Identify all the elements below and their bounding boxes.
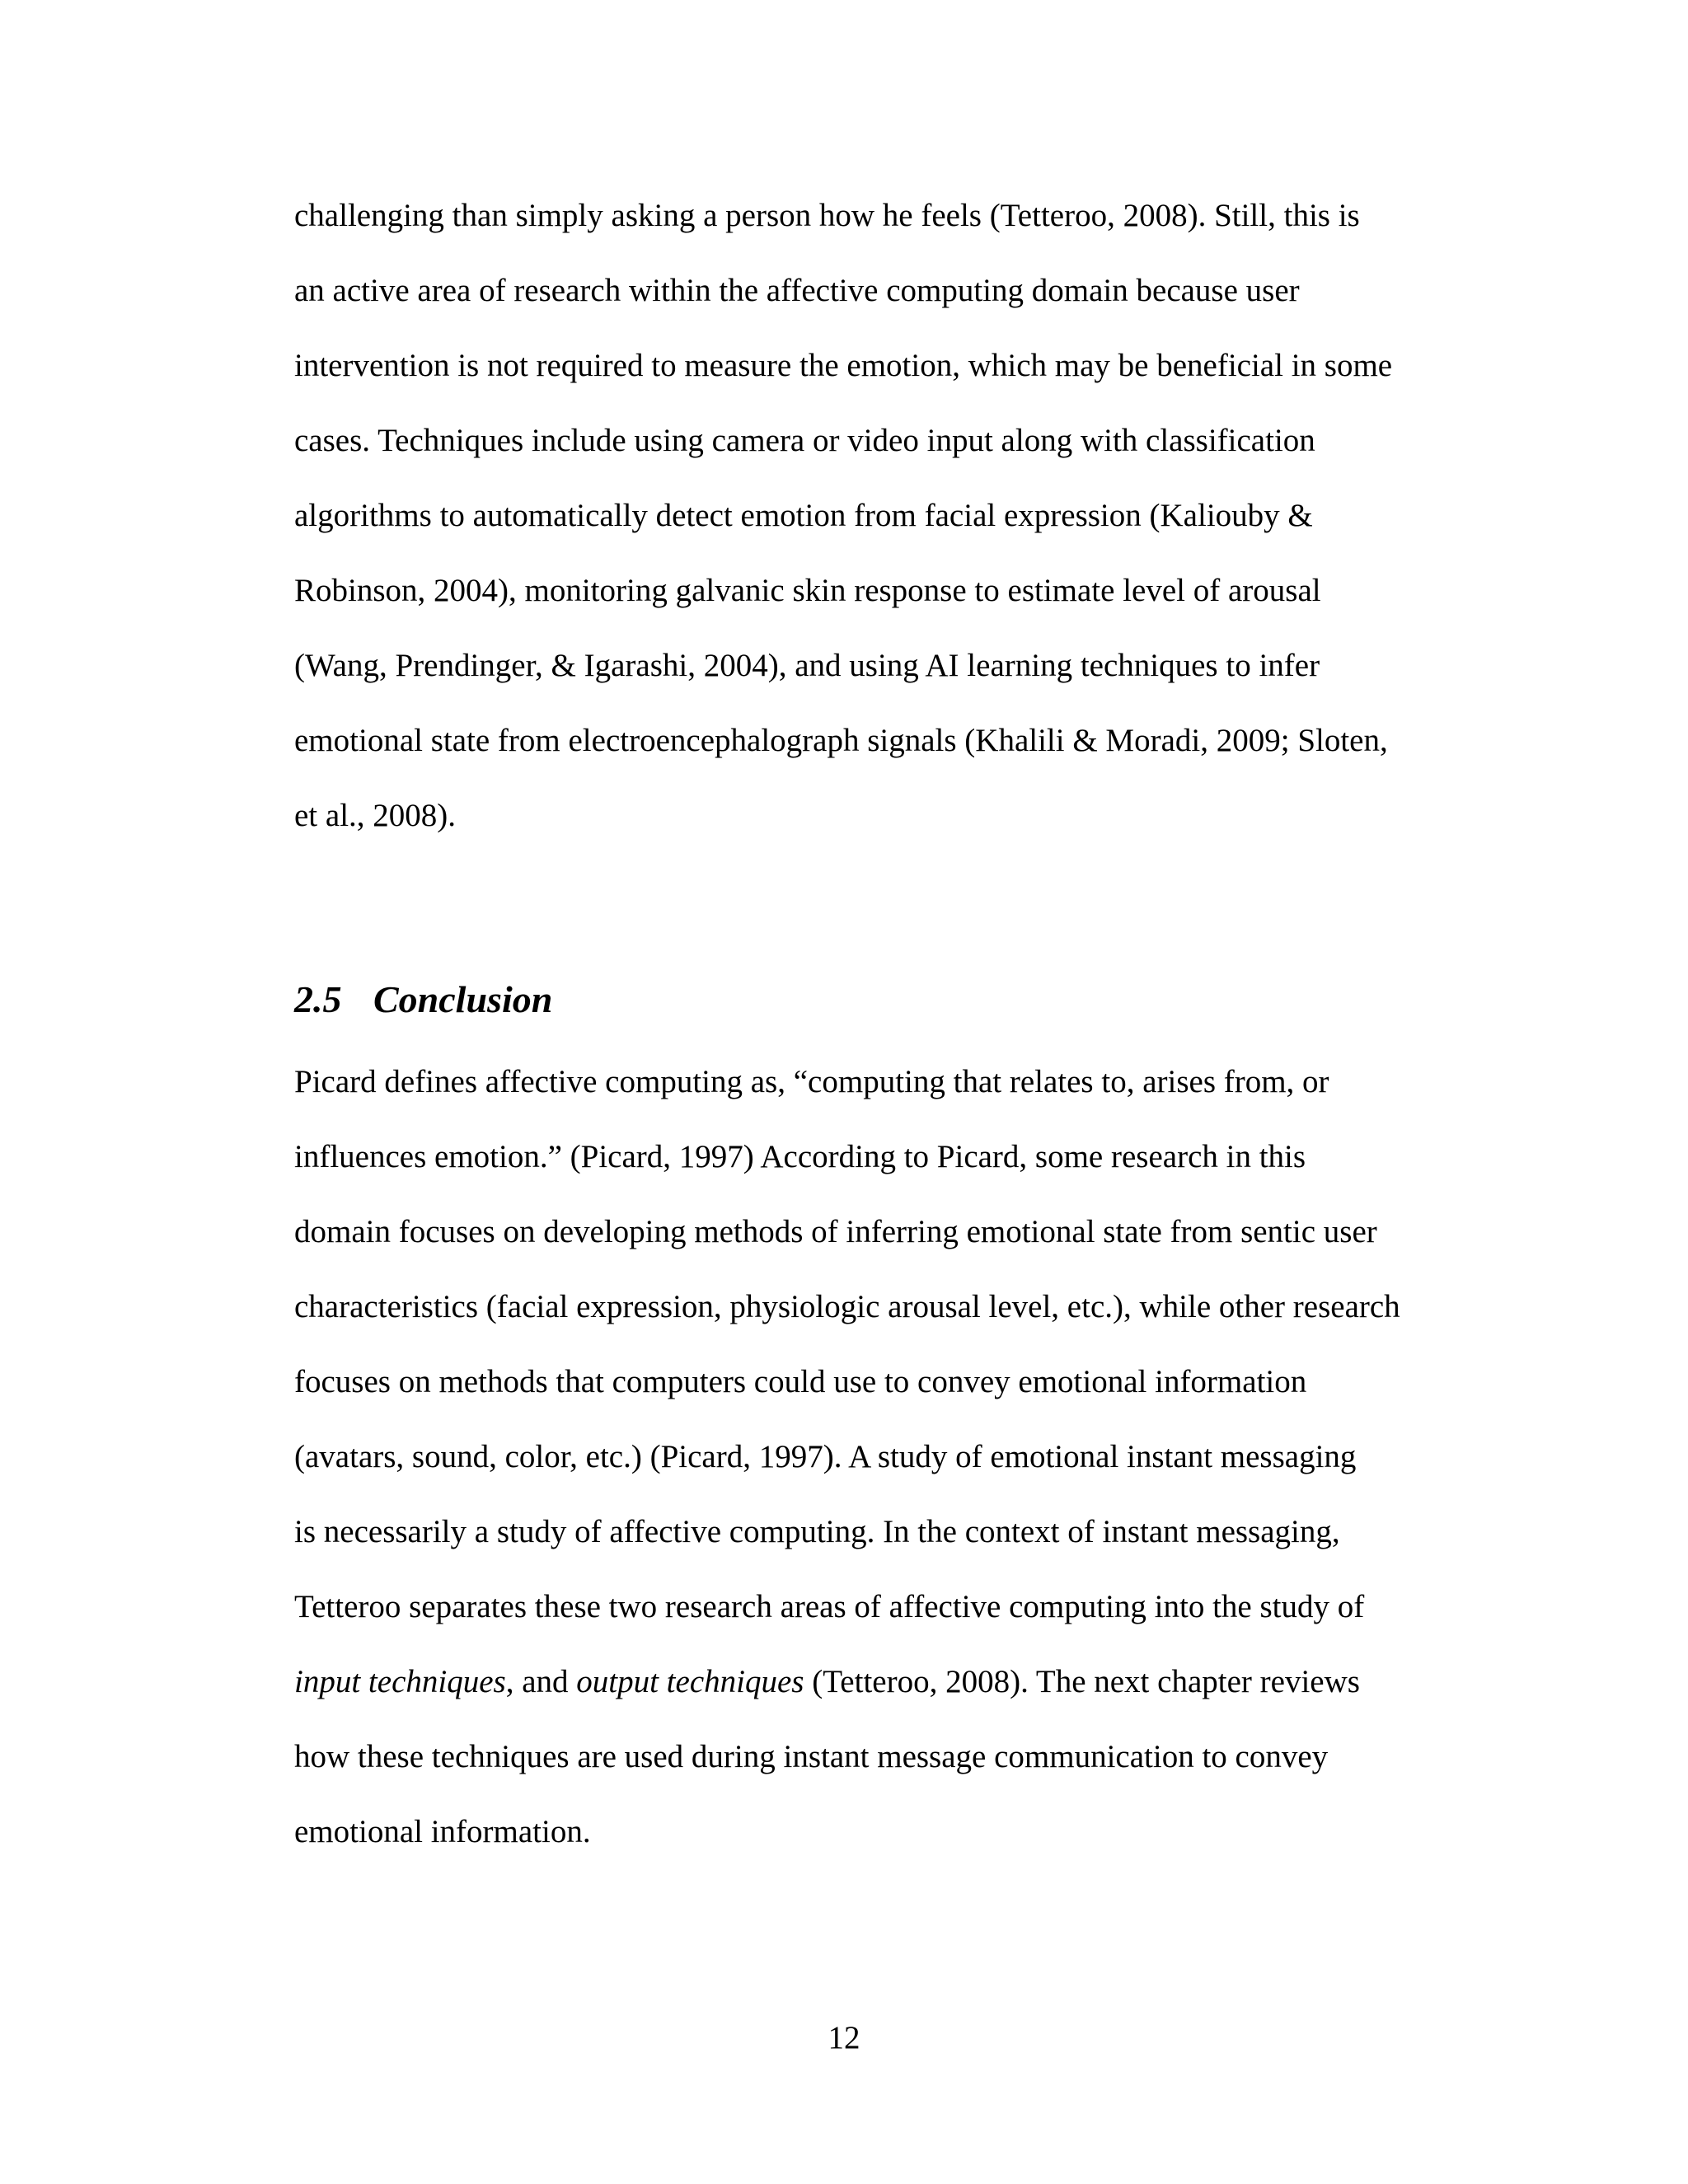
text-line: algorithms to automatically detect emotion from facial expression (Kaliouby & xyxy=(294,498,1313,533)
page-number: 12 xyxy=(828,2020,860,2055)
text-line: emotional state from electroencephalograph signals (Khalili & Moradi, 2009; Sloten, xyxy=(294,723,1388,758)
text-fragment: , and xyxy=(505,1664,577,1699)
text-line: challenging than simply asking a person how he feels (Tetteroo, 2008). Still, this is xyxy=(294,198,1360,233)
text-line: influences emotion.” (Picard, 1997) According to Picard, some research in this xyxy=(294,1139,1306,1174)
text-line: Picard defines affective computing as, “computing that relates to, arises from, or xyxy=(294,1064,1329,1099)
text-line: emotional information. xyxy=(294,1814,591,1849)
text-line: domain focuses on developing methods of inferring emotional state from sentic user xyxy=(294,1214,1377,1249)
text-line: Robinson, 2004), monitoring galvanic skin response to estimate level of arousal xyxy=(294,573,1321,608)
text-line: characteristics (facial expression, physiologic arousal level, etc.), while other research xyxy=(294,1289,1400,1324)
italic-term-input-techniques: input techniques xyxy=(294,1664,506,1699)
text-line: how these techniques are used during instant message communication to convey xyxy=(294,1739,1329,1774)
text-fragment: (Tetteroo, 2008). The next chapter reviews xyxy=(804,1664,1360,1699)
text-line: is necessarily a study of affective computing. In the context of instant messaging, xyxy=(294,1514,1340,1549)
text-line: et al., 2008). xyxy=(294,798,457,833)
section-number: 2.5 xyxy=(294,978,342,1020)
text-line: cases. Techniques include using camera or video input along with classification xyxy=(294,423,1315,458)
text-line xyxy=(294,1662,1360,1702)
text-line: an active area of research within the affective computing domain because user xyxy=(294,273,1300,308)
text-line: (avatars, sound, color, etc.) (Picard, 1997). A study of emotional instant messaging xyxy=(294,1439,1357,1474)
text-line: Tetteroo separates these two research areas of affective computing into the study of xyxy=(294,1589,1365,1624)
text-line: focuses on methods that computers could use to convey emotional information xyxy=(294,1364,1307,1399)
text-line: (Wang, Prendinger, & Igarashi, 2004), and using AI learning techniques to infer xyxy=(294,648,1320,683)
section-heading xyxy=(294,977,552,1023)
italic-term-output-techniques: output techniques xyxy=(576,1664,804,1699)
section-title: Conclusion xyxy=(373,978,553,1020)
text-line: intervention is not required to measure the emotion, which may be beneficial in some xyxy=(294,348,1393,383)
